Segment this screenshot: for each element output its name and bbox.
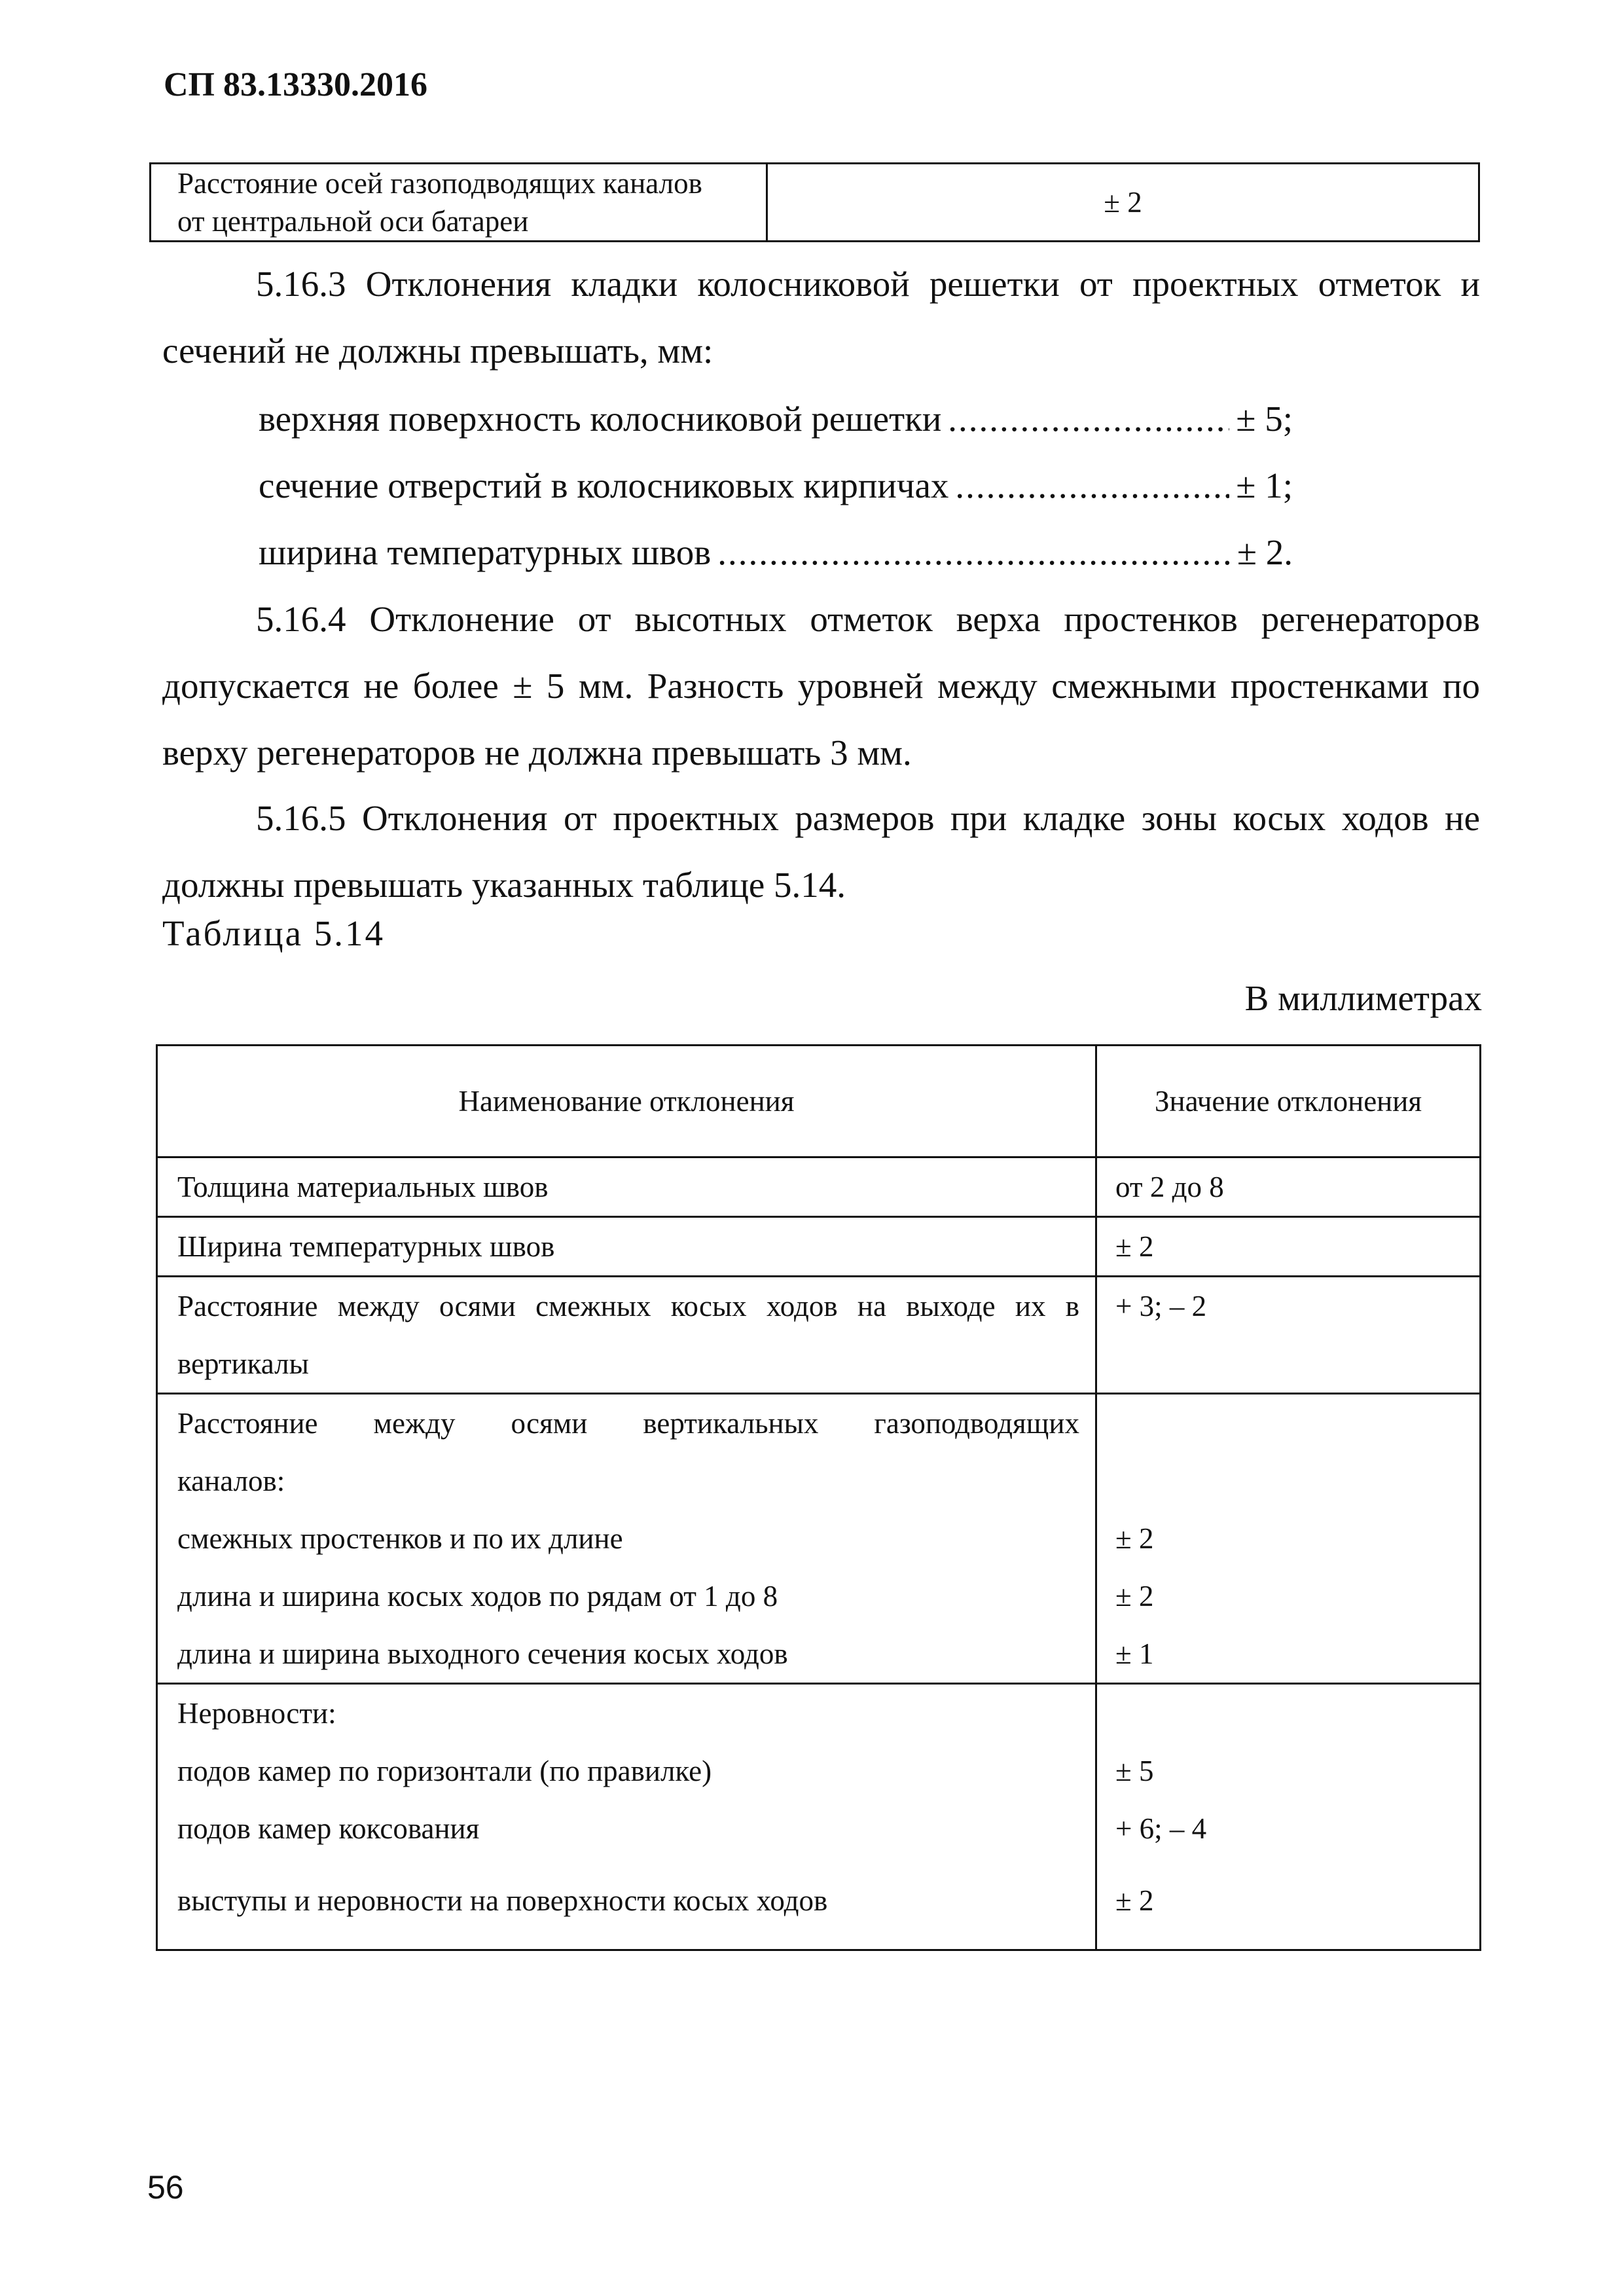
paragraph-5-16-4: 5.16.4 Отклонение от высотных отметок верха простенков регенераторов допускается не более ± 5 мм. Разность уровней между смежными простенками по верху регенераторов не должна превышать 3 мм.	[162, 599, 1480, 773]
list-item: ширина температурных швов ..... ± 2.	[259, 519, 1293, 586]
continued-table	[149, 162, 1480, 242]
table-caption: Таблица 5.14	[162, 913, 385, 953]
table-cell-value: от 2 до 8	[1096, 1157, 1481, 1217]
table-cell-value: ± 2	[1096, 1217, 1481, 1277]
table-row	[157, 1684, 1481, 1950]
leader-dots	[955, 452, 1229, 519]
list-item: сечение отверстий в колосниковых кирпичах ..... ± 1;	[259, 452, 1293, 519]
table-cell-value: ± 5 + 6; – 4 ± 2	[1096, 1684, 1481, 1950]
table-row	[157, 1394, 1481, 1684]
leader-dots	[717, 519, 1231, 586]
table-row	[157, 1217, 1481, 1277]
table-cell-name: Расстояние осей газоподводящих каналов от центральной оси батареи	[151, 164, 767, 242]
table-cell-name: Расстояние между осями смежных косых ходов на выходе их в вертикалы	[157, 1277, 1096, 1394]
table-row	[157, 1157, 1481, 1217]
paragraph-5-16-5: 5.16.5 Отклонения от проектных размеров при кладке зоны косых ходов не должны превышать указанных таблице 5.14.	[162, 798, 1480, 905]
column-header-name: Наименование отклонения	[157, 1046, 1096, 1157]
tolerance-list	[259, 386, 1293, 586]
table-cell-value: ± 2	[767, 164, 1479, 242]
leader-dots	[948, 386, 1229, 452]
document-code: СП 83.13330.2016	[164, 66, 427, 103]
table-row	[157, 1277, 1481, 1394]
page-number: 56	[147, 2169, 184, 2206]
list-item: верхняя поверхность колосниковой решетки ..... ± 5;	[259, 386, 1293, 452]
deviation-table	[156, 1044, 1481, 1951]
units-label: В миллиметрах	[1244, 978, 1482, 1018]
table-header-row	[157, 1046, 1481, 1157]
paragraph-5-16-3: 5.16.3 Отклонения кладки колосниковой решетки от проектных отметок и сечений не должны превышать, мм:	[162, 264, 1480, 371]
table-cell-value: ± 2 ± 2 ± 1	[1096, 1394, 1481, 1684]
column-header-value: Значение отклонения	[1096, 1046, 1481, 1157]
table-cell-value: + 3; – 2	[1096, 1277, 1481, 1394]
table-row	[151, 164, 1479, 242]
table-cell-name: Расстояние между осями вертикальных газоподводящих каналов: смежных простенков и по их длине длина и ширина косых ходов по рядам от 1 до 8 длина и ширина выходного сечения косых ходов	[157, 1394, 1096, 1684]
table-cell-name: Толщина материальных швов	[157, 1157, 1096, 1217]
table-cell-name: Ширина температурных швов	[157, 1217, 1096, 1277]
table-cell-name: Неровности: подов камер по горизонтали (по правилке) подов камер коксования выступы и неровности на поверхности косых ходов	[157, 1684, 1096, 1950]
